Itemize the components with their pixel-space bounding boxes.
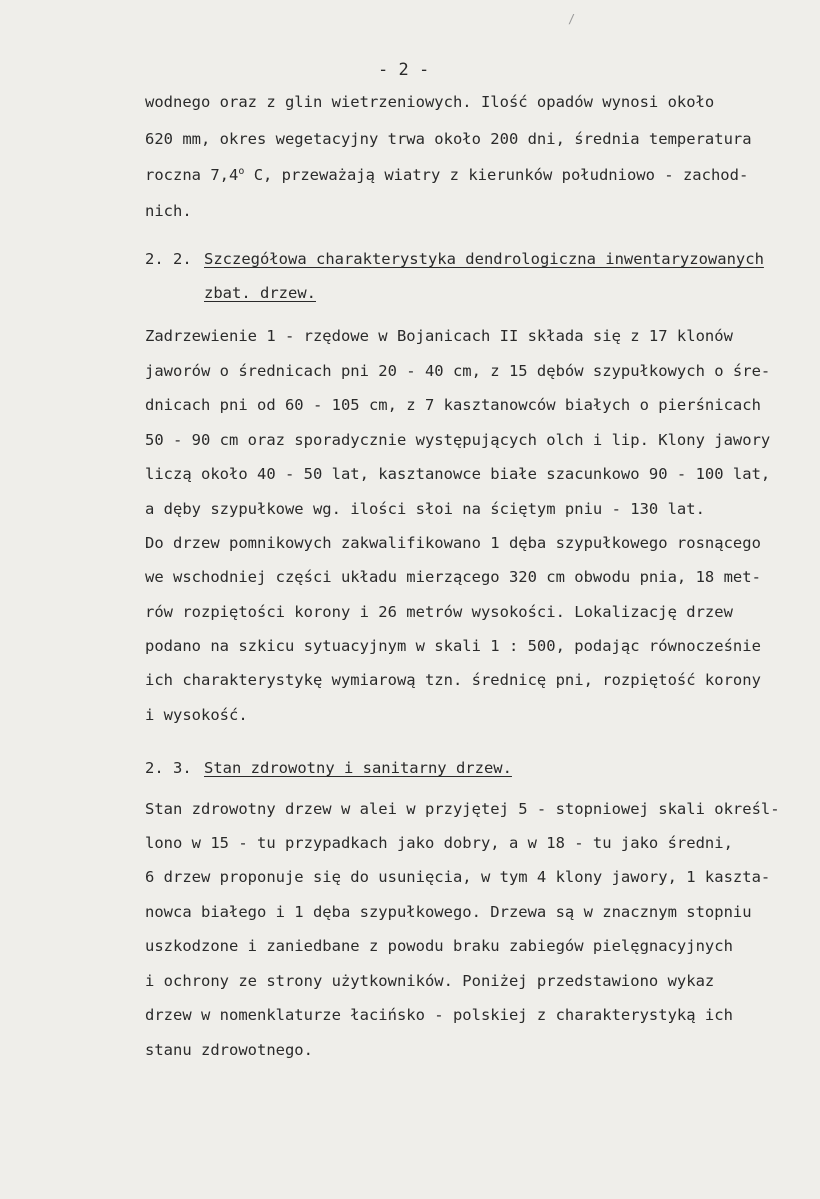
corner-pencil-mark: / (568, 12, 576, 26)
paragraph-2-line-10: podano na szkicu sytuacyjnym w skali 1 : 500, podając równocześnie (145, 637, 761, 655)
paragraph-1-line-4: nich. (145, 202, 192, 220)
section-2-2-title-line-2: zbat. drzew. (204, 284, 316, 302)
paragraph-2-line-12: i wysokość. (145, 706, 248, 724)
degree-superscript: o (238, 165, 245, 177)
paragraph-2-line-2: jaworów o średnicach pni 20 - 40 cm, z 15 dębów szypułkowych o śre- (145, 362, 771, 380)
paragraph-3-line-6: i ochrony ze strony użytkowników. Poniżej przedstawiono wykaz (145, 972, 715, 990)
paragraph-1-line-3-start: roczna 7,4 (145, 166, 239, 184)
section-2-3-title: Stan zdrowotny i sanitarny drzew. (204, 759, 512, 777)
paragraph-2-line-9: rów rozpiętości korony i 26 metrów wysokości. Lokalizację drzew (145, 603, 733, 621)
section-2-3-number: 2. 3. (145, 759, 192, 777)
paragraph-1-line-1: wodnego oraz z glin wietrzeniowych. Ilość opadów wynosi około (145, 93, 715, 111)
paragraph-2-line-7: Do drzew pomnikowych zakwalifikowano 1 dęba szypułkowego rosnącego (145, 534, 761, 552)
paragraph-2-line-5: liczą około 40 - 50 lat, kasztanowce białe szacunkowo 90 - 100 lat, (145, 465, 771, 483)
paragraph-3-line-8: stanu zdrowotnego. (145, 1041, 313, 1059)
paragraph-2-line-3: dnicach pni od 60 - 105 cm, z 7 kasztanowców białych o pierśnicach (145, 396, 761, 414)
paragraph-3-line-2: lono w 15 - tu przypadkach jako dobry, a w 18 - tu jako średni, (145, 834, 733, 852)
paragraph-3-line-3: 6 drzew proponuje się do usunięcia, w tym 4 klony jawory, 1 kaszta- (145, 868, 771, 886)
paragraph-2-line-1: Zadrzewienie 1 - rzędowe w Bojanicach II składa się z 17 klonów (145, 327, 733, 345)
paragraph-2-line-6: a dęby szypułkowe wg. ilości słoi na ściętym pniu - 130 lat. (145, 500, 705, 518)
paragraph-3-line-7: drzew w nomenklaturze łacińsko - polskiej z charakterystyką ich (145, 1006, 733, 1024)
paragraph-3-line-1: Stan zdrowotny drzew w alei w przyjętej 5 - stopniowej skali określ- (145, 800, 780, 818)
page-number: - 2 - (378, 60, 430, 80)
paragraph-2-line-8: we wschodniej części układu mierzącego 320 cm obwodu pnia, 18 met- (145, 568, 761, 586)
paragraph-3-line-5: uszkodzone i zaniedbane z powodu braku zabiegów pielęgnacyjnych (145, 937, 733, 955)
paragraph-2-line-4: 50 - 90 cm oraz sporadycznie występujących olch i lip. Klony jawory (145, 431, 771, 449)
section-2-2-title-line-1: Szczegółowa charakterystyka dendrologiczna inwentaryzowanych (204, 250, 764, 268)
paragraph-1-line-3-end: C, przeważają wiatry z kierunków południowo - zachod- (244, 166, 749, 184)
section-2-2-number: 2. 2. (145, 250, 192, 268)
paragraph-1-line-2: 620 mm, okres wegetacyjny trwa około 200 dni, średnia temperatura (145, 130, 752, 148)
paragraph-1-line-3 (145, 165, 748, 185)
paragraph-3-line-4: nowca białego i 1 dęba szypułkowego. Drzewa są w znacznym stopniu (145, 903, 752, 921)
paragraph-2-line-11: ich charakterystykę wymiarową tzn. średnicę pni, rozpiętość korony (145, 671, 761, 689)
